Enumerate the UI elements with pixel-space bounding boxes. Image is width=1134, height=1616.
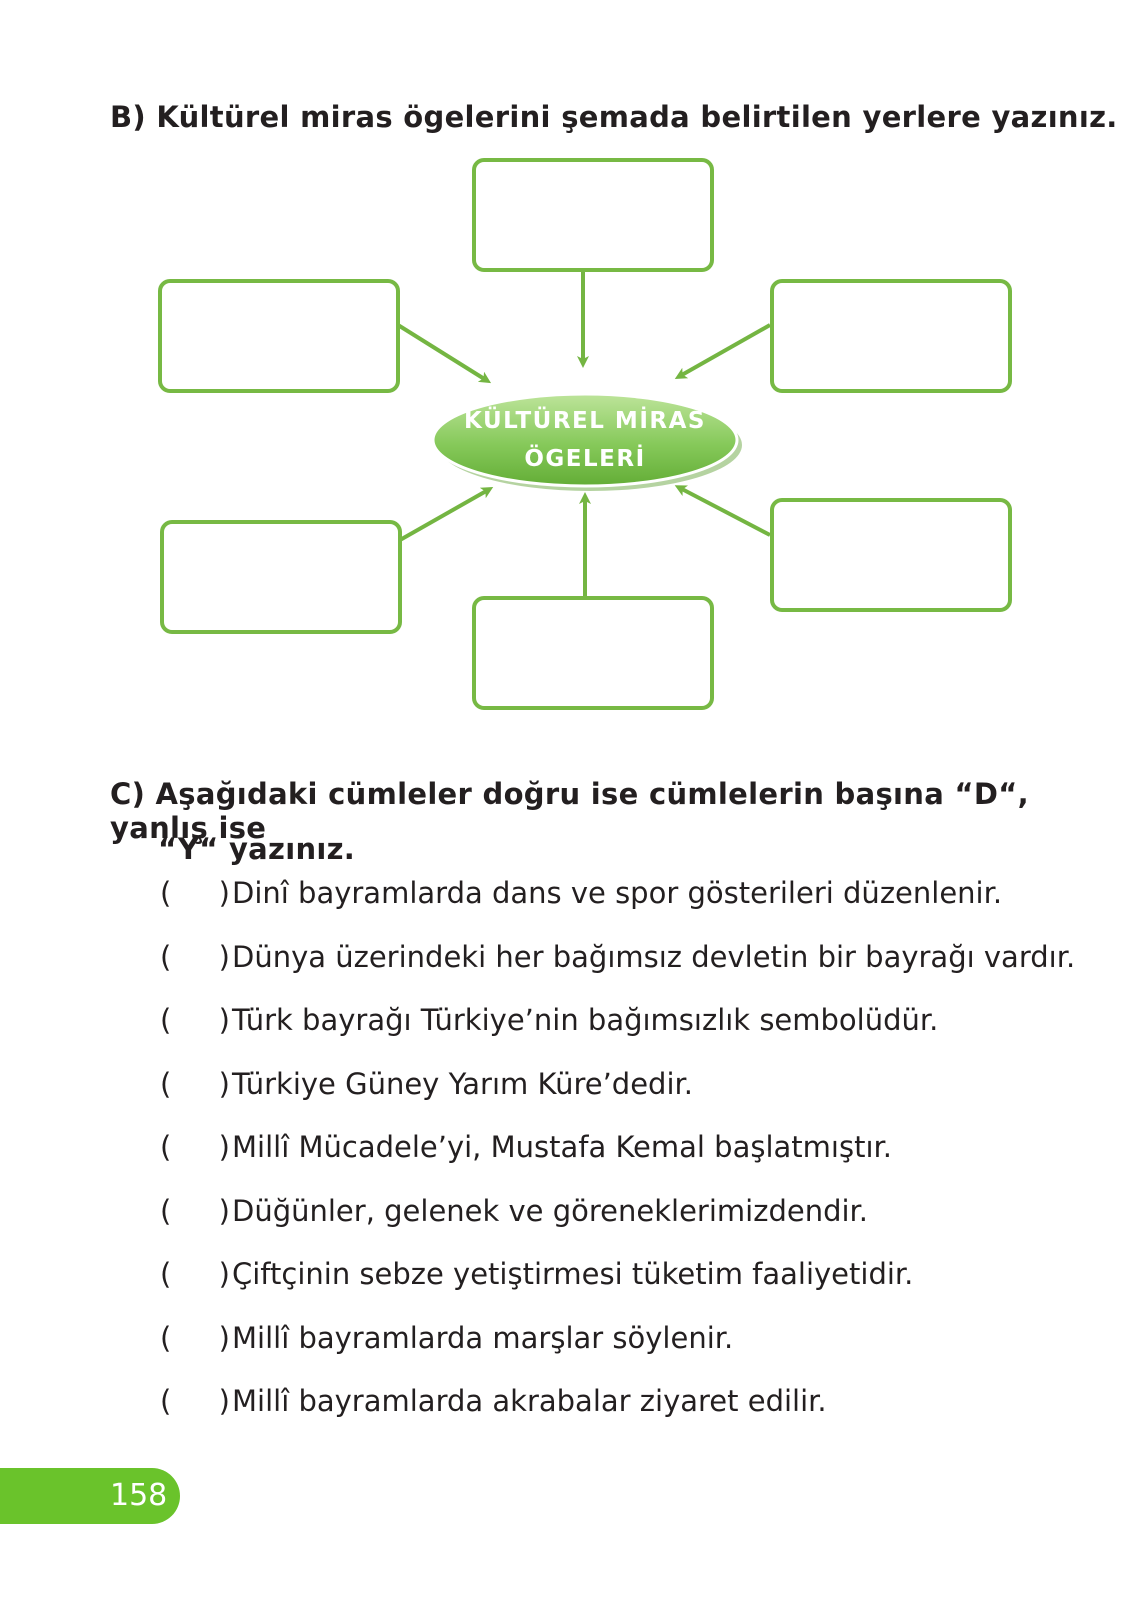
concept-map — [0, 0, 1134, 760]
answer-blank[interactable]: ( ) — [160, 1066, 230, 1101]
answer-blank[interactable]: ( ) — [160, 939, 230, 974]
answer-box-right-lower[interactable] — [772, 500, 1010, 610]
answer-blank[interactable]: ( ) — [160, 1320, 230, 1355]
arrow-bottom-right — [680, 488, 770, 535]
answer-box-right-upper[interactable] — [772, 281, 1010, 391]
statement-item — [160, 1384, 1075, 1448]
arrow-top-right — [680, 325, 770, 376]
statement-item — [160, 1257, 1075, 1321]
answer-blank[interactable]: ( ) — [160, 1193, 230, 1228]
statement-text: Dünya üzerindeki her bağımsız devletin bir bayrağı vardır. — [232, 939, 1076, 974]
statement-text: Millî bayramlarda akrabalar ziyaret edilir. — [232, 1384, 827, 1418]
center-label-line2: ÖGELERİ — [524, 446, 646, 472]
statement-item — [160, 1321, 1075, 1385]
statement-text: Düğünler, gelenek ve göreneklerimizdendir. — [232, 1193, 869, 1228]
statement-item — [160, 1130, 1075, 1194]
answer-blank[interactable]: ( ) — [160, 1003, 230, 1037]
statement-text: Türkiye Güney Yarım Küre’dedir. — [232, 1066, 693, 1101]
statement-item — [160, 1194, 1075, 1258]
statement-text: Dinî bayramlarda dans ve spor gösterileri düzenlenir. — [232, 876, 1003, 910]
answer-box-left-lower[interactable] — [162, 522, 400, 632]
statement-text: Millî bayramlarda marşlar söylenir. — [232, 1320, 734, 1355]
arrow-top-left — [398, 325, 486, 380]
section-c-heading-line2: “Y“ yazınız. — [158, 832, 356, 866]
statement-item — [160, 1003, 1075, 1067]
answer-blank[interactable]: ( ) — [160, 876, 230, 910]
statement-item — [160, 940, 1075, 1004]
section-b-heading: B) Kültürel miras ögelerini şemada belirtilen yerlere yazınız. — [110, 100, 1118, 134]
answer-box-left-upper[interactable] — [160, 281, 398, 391]
arrow-bottom-left — [400, 490, 488, 540]
answer-box-bottom[interactable] — [474, 598, 712, 708]
answer-blank[interactable]: ( ) — [160, 1257, 230, 1291]
answer-blank[interactable]: ( ) — [160, 1130, 230, 1164]
statement-text: Türk bayrağı Türkiye’nin bağımsızlık sembolüdür. — [232, 1003, 939, 1037]
answer-blank[interactable]: ( ) — [160, 1384, 230, 1418]
statement-list — [160, 876, 1075, 1448]
statement-item — [160, 1067, 1075, 1131]
answer-box-top[interactable] — [474, 160, 712, 270]
statement-item — [160, 876, 1075, 940]
page-number-tab — [0, 1468, 180, 1524]
page-number: 158 — [110, 1478, 168, 1513]
section-c-heading-line1: C) Aşağıdaki cümleler doğru ise cümlelerin başına “D“, yanlış ise — [110, 777, 1029, 845]
center-label-line1: KÜLTÜREL MİRAS — [464, 408, 706, 434]
statement-text: Çiftçinin sebze yetiştirmesi tüketim faaliyetidir. — [232, 1257, 914, 1291]
statement-text: Millî Mücadele’yi, Mustafa Kemal başlatmıştır. — [232, 1130, 892, 1164]
